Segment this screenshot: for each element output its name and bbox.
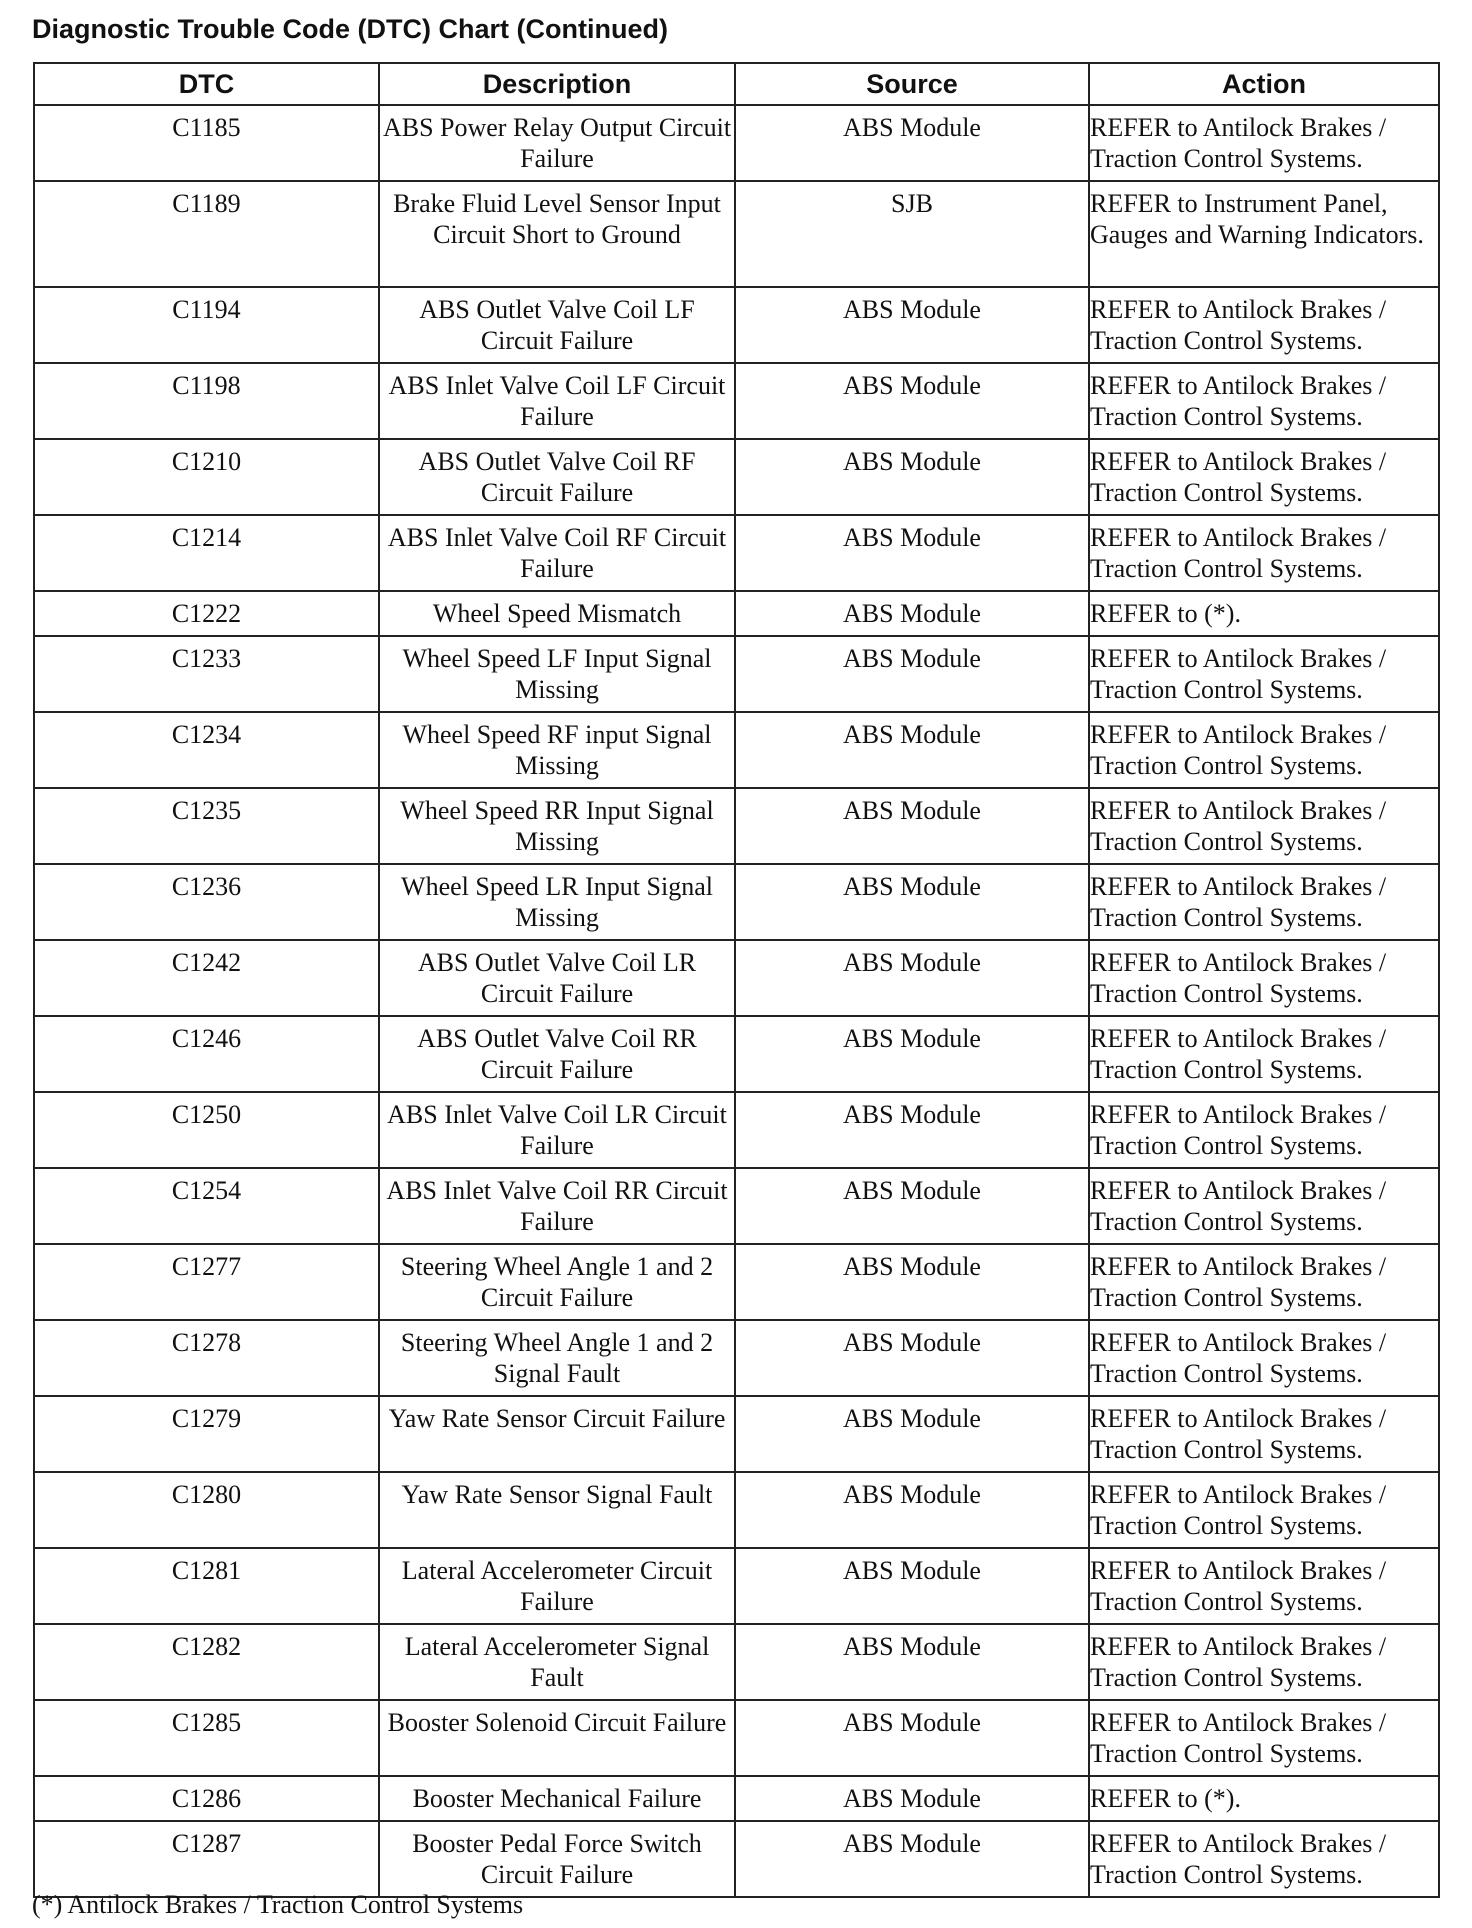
action-cell: REFER to Antilock Brakes / Traction Control Systems. [1089,363,1439,439]
description-cell: Steering Wheel Angle 1 and 2 Circuit Failure [379,1244,735,1320]
table-row [34,439,1439,515]
table-header-row [34,63,1439,105]
dtc-code-cell: C1214 [34,515,379,591]
action-cell: REFER to Antilock Brakes / Traction Control Systems. [1089,1320,1439,1396]
table-row [34,1700,1439,1776]
dtc-code-cell: C1278 [34,1320,379,1396]
description-cell: Brake Fluid Level Sensor Input Circuit Short to Ground [379,181,735,287]
source-cell: ABS Module [735,788,1089,864]
table-row [34,1396,1439,1472]
dtc-code-cell: C1277 [34,1244,379,1320]
description-cell: Wheel Speed Mismatch [379,591,735,636]
table-row [34,591,1439,636]
description-cell: ABS Outlet Valve Coil LR Circuit Failure [379,940,735,1016]
description-cell: Lateral Accelerometer Circuit Failure [379,1548,735,1624]
action-cell: REFER to Antilock Brakes / Traction Control Systems. [1089,1244,1439,1320]
footnote: (*) Antilock Brakes / Traction Control Systems [32,1890,524,1919]
dtc-table [33,62,1440,1898]
action-cell: REFER to Antilock Brakes / Traction Control Systems. [1089,788,1439,864]
action-cell: REFER to Antilock Brakes / Traction Control Systems. [1089,1548,1439,1624]
action-cell: REFER to Instrument Panel, Gauges and Warning Indicators. [1089,181,1439,287]
description-cell: ABS Inlet Valve Coil RF Circuit Failure [379,515,735,591]
source-cell: ABS Module [735,1700,1089,1776]
dtc-code-cell: C1234 [34,712,379,788]
action-cell: REFER to Antilock Brakes / Traction Control Systems. [1089,1624,1439,1700]
table-row [34,864,1439,940]
source-cell: ABS Module [735,1168,1089,1244]
action-cell: REFER to Antilock Brakes / Traction Control Systems. [1089,1821,1439,1897]
table-row [34,1624,1439,1700]
source-cell: ABS Module [735,1092,1089,1168]
source-cell: ABS Module [735,591,1089,636]
action-cell: REFER to Antilock Brakes / Traction Control Systems. [1089,439,1439,515]
description-cell: Wheel Speed LF Input Signal Missing [379,636,735,712]
table-row [34,363,1439,439]
description-cell: ABS Power Relay Output Circuit Failure [379,105,735,181]
dtc-code-cell: C1254 [34,1168,379,1244]
source-cell: ABS Module [735,363,1089,439]
dtc-code-cell: C1282 [34,1624,379,1700]
source-cell: ABS Module [735,1776,1089,1821]
table-row [34,788,1439,864]
action-cell: REFER to Antilock Brakes / Traction Control Systems. [1089,1396,1439,1472]
dtc-code-cell: C1198 [34,363,379,439]
table-body [34,105,1439,1897]
table-row [34,1092,1439,1168]
table-row [34,181,1439,287]
source-cell: ABS Module [735,1472,1089,1548]
description-cell: Steering Wheel Angle 1 and 2 Signal Fault [379,1320,735,1396]
action-cell: REFER to Antilock Brakes / Traction Control Systems. [1089,1016,1439,1092]
source-cell: ABS Module [735,940,1089,1016]
dtc-code-cell: C1286 [34,1776,379,1821]
description-cell: Wheel Speed LR Input Signal Missing [379,864,735,940]
source-cell: ABS Module [735,1548,1089,1624]
action-cell: REFER to Antilock Brakes / Traction Control Systems. [1089,712,1439,788]
source-cell: ABS Module [735,1244,1089,1320]
table-row [34,1776,1439,1821]
column-header-description: Description [379,63,735,105]
dtc-code-cell: C1285 [34,1700,379,1776]
table-row [34,1548,1439,1624]
description-cell: Booster Mechanical Failure [379,1776,735,1821]
table-row [34,105,1439,181]
dtc-code-cell: C1185 [34,105,379,181]
dtc-code-cell: C1287 [34,1821,379,1897]
dtc-code-cell: C1281 [34,1548,379,1624]
dtc-code-cell: C1236 [34,864,379,940]
table-row [34,1016,1439,1092]
table-row [34,636,1439,712]
description-cell: ABS Outlet Valve Coil RR Circuit Failure [379,1016,735,1092]
action-cell: REFER to Antilock Brakes / Traction Control Systems. [1089,1700,1439,1776]
description-cell: Wheel Speed RF input Signal Missing [379,712,735,788]
action-cell: REFER to (*). [1089,591,1439,636]
description-cell: ABS Inlet Valve Coil LF Circuit Failure [379,363,735,439]
description-cell: Booster Solenoid Circuit Failure [379,1700,735,1776]
table-row [34,1320,1439,1396]
dtc-code-cell: C1280 [34,1472,379,1548]
page-title: Diagnostic Trouble Code (DTC) Chart (Continued) [32,14,668,44]
dtc-code-cell: C1222 [34,591,379,636]
column-header-dtc: DTC [34,63,379,105]
dtc-code-cell: C1235 [34,788,379,864]
column-header-action: Action [1089,63,1439,105]
source-cell: ABS Module [735,1320,1089,1396]
source-cell: ABS Module [735,636,1089,712]
source-cell: ABS Module [735,105,1089,181]
dtc-code-cell: C1233 [34,636,379,712]
source-cell: ABS Module [735,515,1089,591]
source-cell: ABS Module [735,1821,1089,1897]
source-cell: ABS Module [735,439,1089,515]
table-row [34,1168,1439,1244]
action-cell: REFER to Antilock Brakes / Traction Control Systems. [1089,287,1439,363]
dtc-code-cell: C1194 [34,287,379,363]
dtc-code-cell: C1246 [34,1016,379,1092]
dtc-code-cell: C1242 [34,940,379,1016]
description-cell: ABS Inlet Valve Coil RR Circuit Failure [379,1168,735,1244]
source-cell: ABS Module [735,864,1089,940]
source-cell: ABS Module [735,1396,1089,1472]
action-cell: REFER to Antilock Brakes / Traction Control Systems. [1089,1092,1439,1168]
action-cell: REFER to Antilock Brakes / Traction Control Systems. [1089,940,1439,1016]
action-cell: REFER to Antilock Brakes / Traction Control Systems. [1089,1472,1439,1548]
table-row [34,1472,1439,1548]
action-cell: REFER to Antilock Brakes / Traction Control Systems. [1089,1168,1439,1244]
table-row [34,1244,1439,1320]
description-cell: Yaw Rate Sensor Circuit Failure [379,1396,735,1472]
description-cell: Yaw Rate Sensor Signal Fault [379,1472,735,1548]
table-row [34,940,1439,1016]
source-cell: ABS Module [735,287,1089,363]
source-cell: ABS Module [735,712,1089,788]
source-cell: SJB [735,181,1089,287]
dtc-code-cell: C1210 [34,439,379,515]
dtc-code-cell: C1279 [34,1396,379,1472]
table-row [34,287,1439,363]
description-cell: ABS Outlet Valve Coil LF Circuit Failure [379,287,735,363]
source-cell: ABS Module [735,1624,1089,1700]
action-cell: REFER to Antilock Brakes / Traction Control Systems. [1089,515,1439,591]
action-cell: REFER to Antilock Brakes / Traction Control Systems. [1089,864,1439,940]
description-cell: Wheel Speed RR Input Signal Missing [379,788,735,864]
description-cell: ABS Inlet Valve Coil LR Circuit Failure [379,1092,735,1168]
table-row [34,1821,1439,1897]
action-cell: REFER to Antilock Brakes / Traction Control Systems. [1089,105,1439,181]
table-row [34,712,1439,788]
description-cell: ABS Outlet Valve Coil RF Circuit Failure [379,439,735,515]
description-cell: Lateral Accelerometer Signal Fault [379,1624,735,1700]
column-header-source: Source [735,63,1089,105]
dtc-code-cell: C1250 [34,1092,379,1168]
action-cell: REFER to (*). [1089,1776,1439,1821]
dtc-code-cell: C1189 [34,181,379,287]
source-cell: ABS Module [735,1016,1089,1092]
action-cell: REFER to Antilock Brakes / Traction Control Systems. [1089,636,1439,712]
description-cell: Booster Pedal Force Switch Circuit Failure [379,1821,735,1897]
table-row [34,515,1439,591]
